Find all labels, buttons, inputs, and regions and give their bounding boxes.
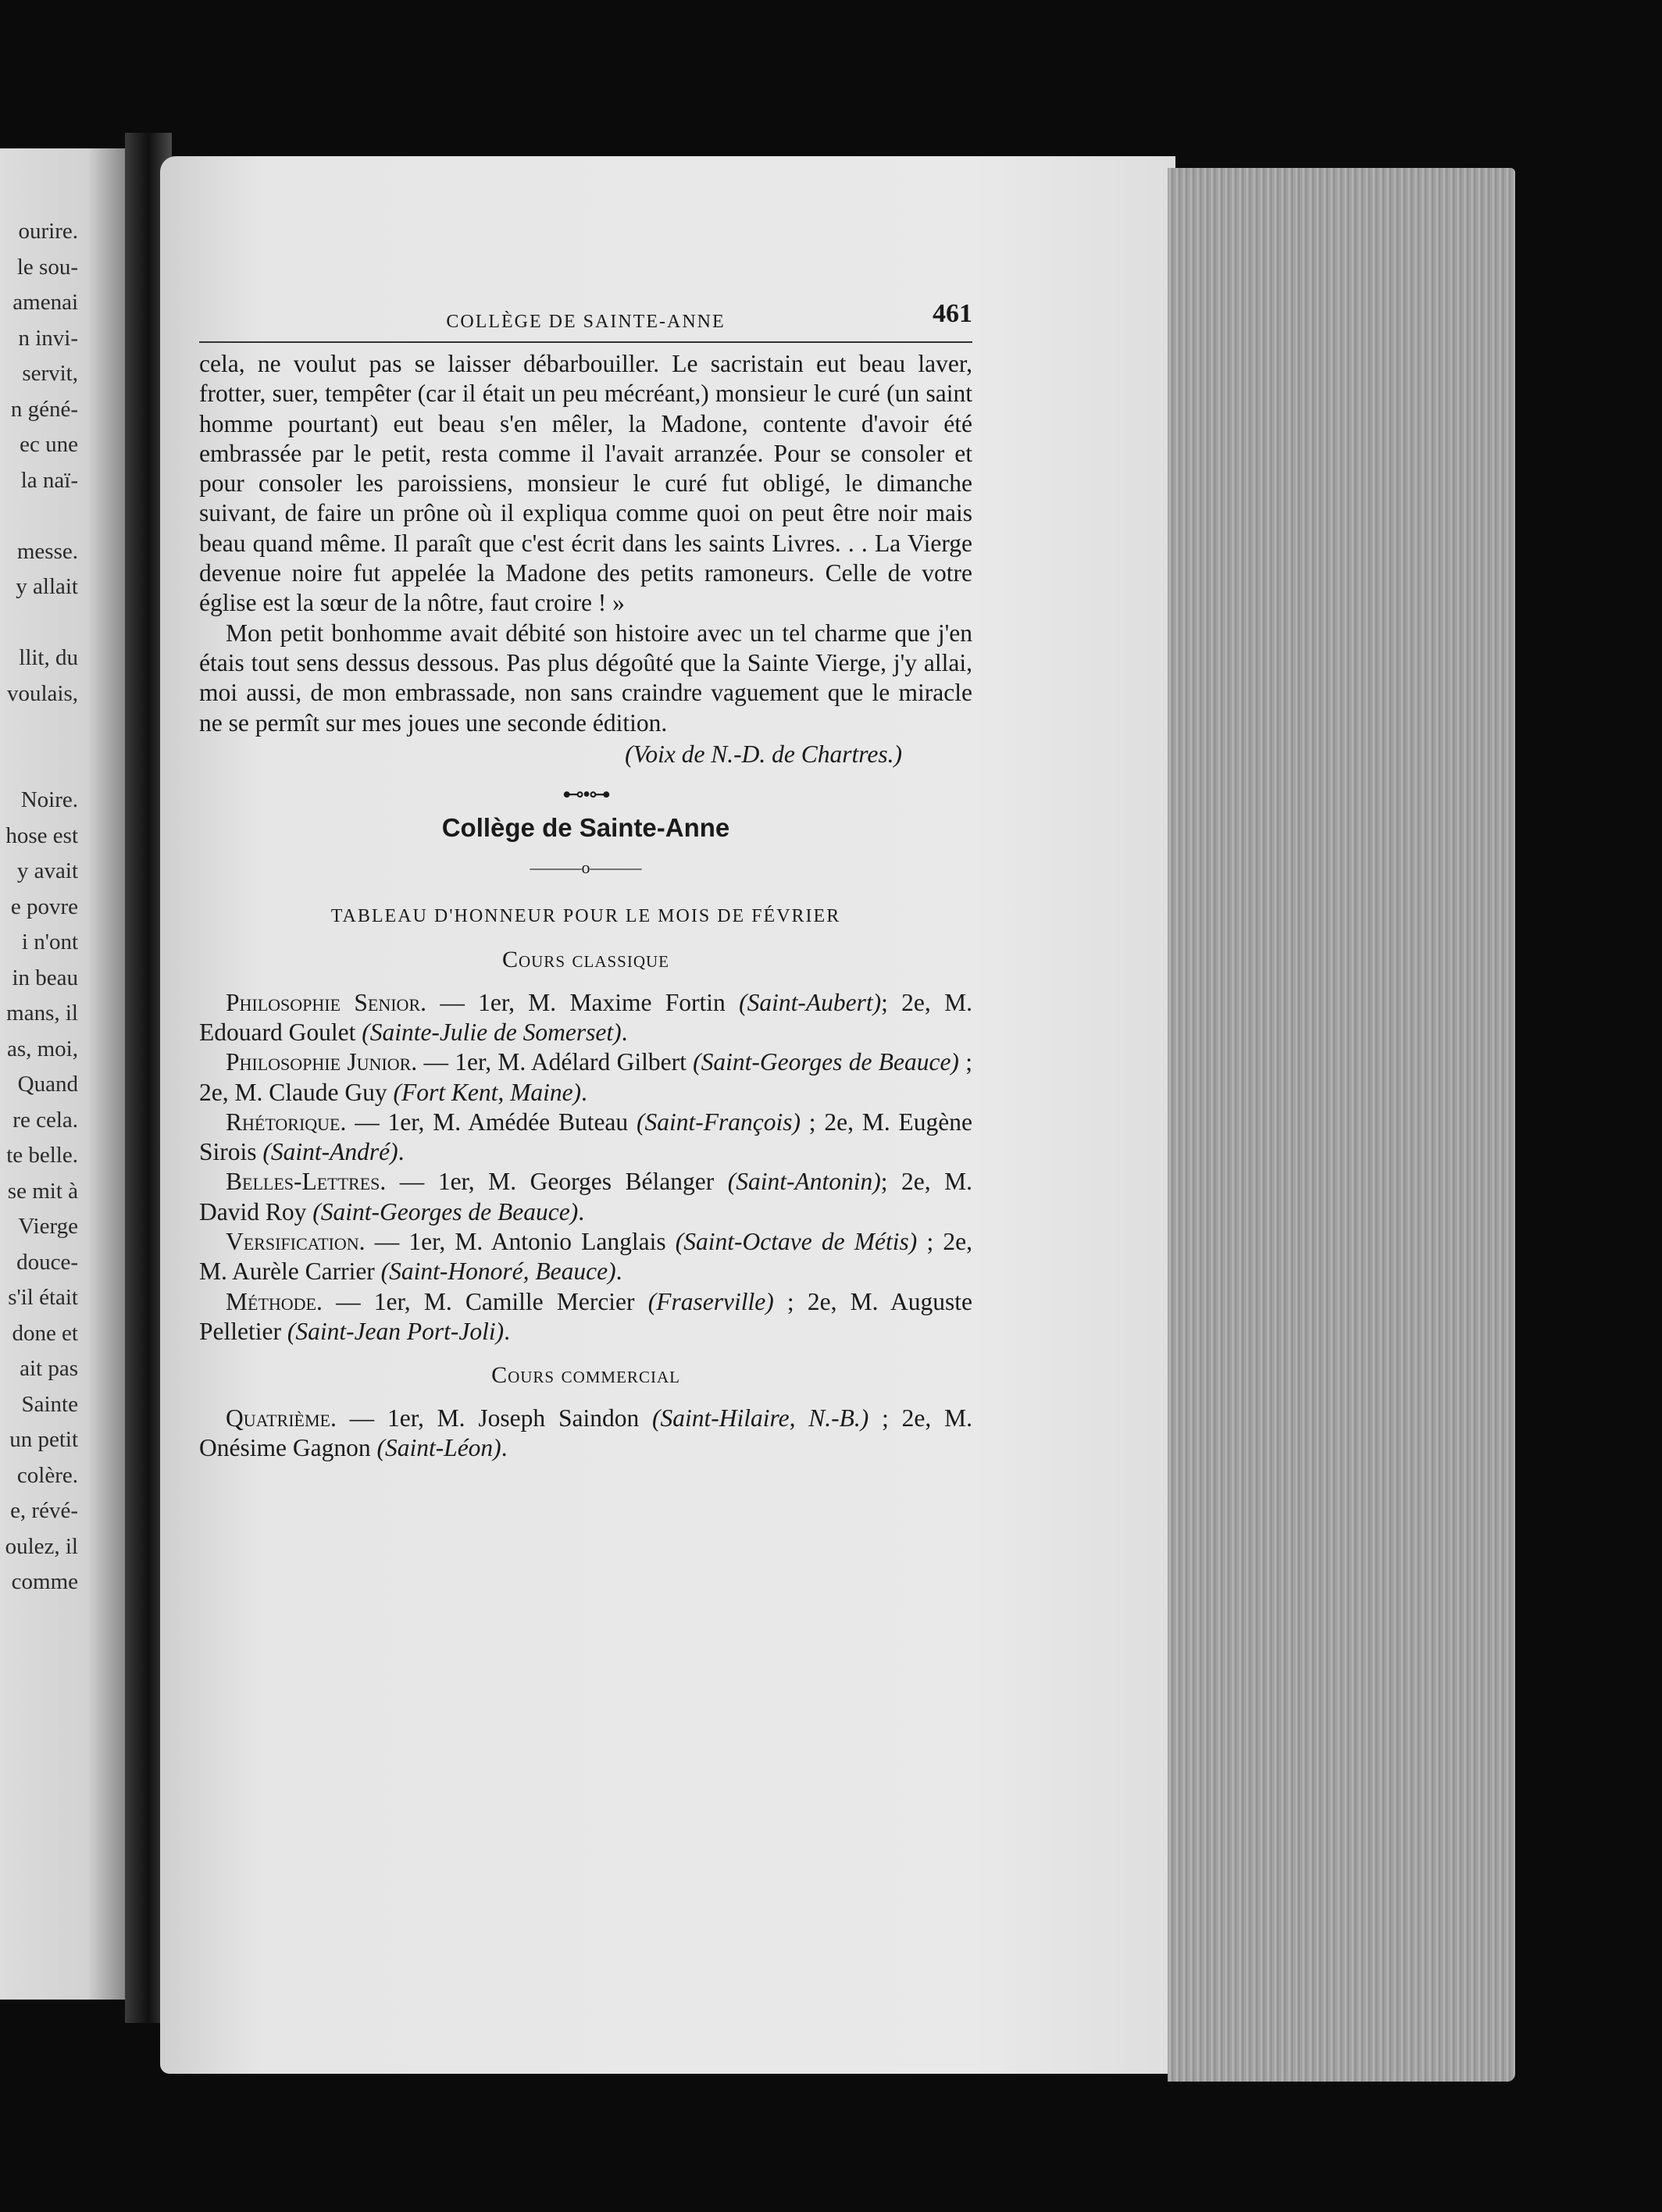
honour-entry bbox=[199, 988, 972, 1048]
entry-end: . bbox=[504, 1317, 511, 1345]
facing-page-line: in beau bbox=[12, 965, 78, 990]
second-place-text: ; 2e, M. Auguste Pelletier bbox=[199, 1287, 972, 1345]
hometown: (Sainte-Julie de Somerset) bbox=[362, 1018, 622, 1046]
hometown: (Saint-André) bbox=[262, 1138, 398, 1166]
hometown: (Saint-Antonin) bbox=[727, 1168, 881, 1196]
class-name: Versification. bbox=[226, 1228, 366, 1256]
first-place-text: — 1er, M. Maxime Fortin bbox=[426, 988, 740, 1016]
facing-page-line: ourire. bbox=[18, 219, 78, 244]
hometown: (Saint-Octave de Métis) bbox=[675, 1228, 918, 1256]
honour-entry bbox=[199, 1047, 972, 1108]
facing-page-line: ec une bbox=[20, 432, 78, 457]
entry-end: . bbox=[615, 1258, 622, 1286]
facing-page-fragment bbox=[0, 148, 125, 2000]
facing-page-line: colère. bbox=[16, 1462, 78, 1488]
class-name: Philosophie Junior. bbox=[226, 1048, 418, 1076]
hometown: (Fort Kent, Maine) bbox=[393, 1078, 582, 1106]
facing-page-line: e povre bbox=[10, 894, 78, 919]
commercial-entries bbox=[199, 1404, 972, 1464]
hometown: (Saint-Hilaire, N.-B.) bbox=[652, 1404, 869, 1432]
story-paragraph: Mon petit bonhomme avait débité son histoire avec un tel charme que j'en étais tout sens dessus dessous. Pas plus dégoûté que la Sainte Vierge, j'y allai, moi aussi, de mon embrassade, non sans craindre vaguement que le miracle ne se permît sur mes joues une seconde édition. bbox=[199, 619, 972, 737]
circle-divider: ———o——— bbox=[530, 857, 642, 877]
second-place-text: ; 2e, M. Onésime Gagnon bbox=[199, 1404, 973, 1461]
honour-roll-title: TABLEAU D'HONNEUR POUR LE MOIS DE FÉVRIER bbox=[330, 906, 841, 927]
source-byline: (Voix de N.-D. de Chartres.) bbox=[625, 740, 902, 768]
facing-page-line: Quand bbox=[17, 1072, 78, 1097]
facing-page-line: la naï- bbox=[20, 467, 78, 493]
facing-page-line: messe. bbox=[16, 538, 78, 564]
classique-entries bbox=[199, 988, 972, 1347]
first-place-text: — 1er, M. Joseph Saindon bbox=[336, 1404, 653, 1432]
hometown: (Saint-Aubert) bbox=[739, 988, 882, 1016]
facing-page-line: comme bbox=[11, 1569, 78, 1594]
honour-entry bbox=[199, 1108, 972, 1168]
honour-entry bbox=[199, 1227, 972, 1287]
second-place-text: ; 2e, M. Claude Guy bbox=[199, 1048, 972, 1106]
page-edges bbox=[1168, 168, 1515, 2082]
facing-page-line: servit, bbox=[22, 361, 78, 386]
facing-page-line: douce- bbox=[16, 1249, 78, 1275]
entry-end: . bbox=[501, 1433, 508, 1461]
course-heading: Cours commercial bbox=[491, 1362, 680, 1389]
first-place-text: — 1er, M. Adélard Gilbert bbox=[417, 1048, 694, 1076]
story-paragraph: cela, ne voulut pas se laisser débarbouiller. Le sacristain eut beau laver, frotter, suer, tempêter (car il était un peu mécréant,) monsieur le curé (un saint homme pourtant) eut beau s'en mêler, la Madone, contente d'avoir été embrassée par le petit, resta comme il l'avait arranzée. Pour se consoler et pour consoler les paroissiens, monsieur le curé fut obligé, le dimanche suivant, de faire un prône où il expliqua comme quoi on peut être noir mais beau quand même. Il paraît que c'est écrit dans les saints Livres. . . La Vierge devenue noire fut appelée la Madone des petits ramoneurs. Celle de votre église est la sœur de la nôtre, faut croire ! » bbox=[199, 350, 972, 617]
hometown: (Fraserville) bbox=[647, 1287, 774, 1315]
first-place-text: — 1er, M. Antonio Langlais bbox=[365, 1228, 676, 1256]
hometown: (Saint-François) bbox=[637, 1108, 801, 1136]
hometown: (Saint-Léon) bbox=[376, 1433, 501, 1461]
second-place-text: ; 2e, M. Eugène Sirois bbox=[199, 1108, 972, 1166]
facing-page-line: mans, il bbox=[6, 1001, 78, 1026]
class-name: Quatrième. bbox=[226, 1404, 337, 1432]
class-name: Philosophie Senior. bbox=[226, 988, 426, 1016]
facing-page-line: e, révé- bbox=[10, 1498, 78, 1523]
page-content bbox=[199, 301, 972, 1463]
second-place-text: ; 2e, M. David Roy bbox=[199, 1168, 972, 1226]
facing-page-line: i n'ont bbox=[21, 929, 78, 954]
hometown: (Saint-Honoré, Beauce) bbox=[380, 1258, 616, 1286]
first-place-text: — 1er, M. Georges Bélanger bbox=[386, 1168, 728, 1196]
facing-page-line: n géné- bbox=[10, 396, 78, 422]
facing-page-line: ait pas bbox=[20, 1356, 78, 1381]
entry-end: . bbox=[621, 1018, 628, 1046]
hometown: (Saint-Georges de Beauce) bbox=[693, 1048, 959, 1076]
second-place-text: ; 2e, M. Edouard Goulet bbox=[199, 988, 972, 1046]
first-place-text: — 1er, M. Camille Mercier bbox=[322, 1287, 648, 1315]
second-place-text: ; 2e, M. Aurèle Carrier bbox=[199, 1228, 972, 1286]
facing-page-line: re cela. bbox=[12, 1107, 78, 1133]
facing-page-line: Sainte bbox=[21, 1391, 78, 1417]
facing-page-line: le sou- bbox=[16, 254, 78, 280]
ornament-divider: ⊷•⊶ bbox=[562, 783, 609, 808]
first-place-text: — 1er, M. Amédée Buteau bbox=[346, 1108, 637, 1136]
facing-page-line: Vierge bbox=[18, 1214, 78, 1239]
page-number: 461 bbox=[933, 299, 972, 328]
facing-page-line: y avait bbox=[16, 858, 78, 883]
facing-page-line: un petit bbox=[9, 1427, 78, 1452]
entry-end: . bbox=[578, 1197, 585, 1226]
class-name: Rhétorique. bbox=[226, 1108, 347, 1136]
entry-end: . bbox=[398, 1138, 405, 1166]
hometown: (Saint-Jean Port-Joli) bbox=[287, 1317, 505, 1345]
honour-entry bbox=[199, 1287, 972, 1347]
honour-entry bbox=[199, 1167, 972, 1227]
facing-page-line: hose est bbox=[5, 822, 78, 848]
class-name: Belles-Lettres. bbox=[226, 1168, 387, 1196]
course-heading: Cours classique bbox=[501, 947, 670, 973]
running-head: COLLÈGE DE SAINTE-ANNE bbox=[446, 312, 726, 332]
facing-page-line: y allait bbox=[16, 574, 78, 599]
facing-page-line: s'il était bbox=[8, 1285, 78, 1310]
entry-end: . bbox=[581, 1078, 587, 1106]
facing-page-line: done et bbox=[12, 1320, 78, 1346]
facing-page-line: llit, du bbox=[19, 645, 78, 670]
facing-page-line: n invi- bbox=[18, 325, 78, 351]
facing-page-line: oulez, il bbox=[5, 1533, 78, 1559]
hometown: (Saint-Georges de Beauce) bbox=[312, 1197, 579, 1226]
facing-page-line: te belle. bbox=[6, 1143, 78, 1168]
facing-page-line: se mit à bbox=[7, 1178, 78, 1204]
facing-page-line: amenai bbox=[12, 290, 78, 315]
facing-page-line: Noire. bbox=[20, 787, 78, 812]
honour-entry bbox=[199, 1404, 972, 1464]
section-title: Collège de Sainte-Anne bbox=[441, 813, 730, 843]
facing-page-line: voulais, bbox=[6, 680, 78, 706]
page-header bbox=[199, 301, 972, 343]
facing-page-line: as, moi, bbox=[6, 1036, 78, 1061]
class-name: Méthode. bbox=[226, 1287, 323, 1315]
